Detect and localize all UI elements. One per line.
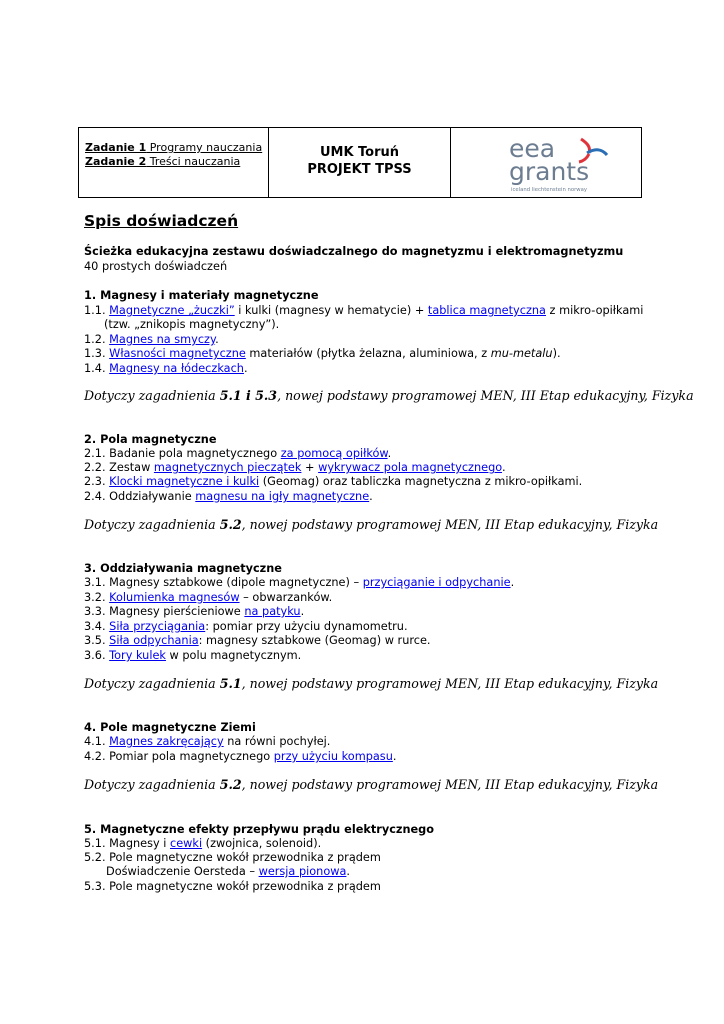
link-magnetyczne-zuczki[interactable]: Magnetyczne „żuczki”	[109, 304, 235, 317]
list-item-2-2: 2.2. Zestaw magnetycznych pieczątek + wykrywacz pola magnetycznego.	[84, 461, 506, 474]
list-item-4-2: 4.2. Pomiar pola magnetycznego przy użyciu kompasu.	[84, 750, 397, 763]
list-item-3-5: 3.5. Siła odpychania: magnesy sztabkowe (Geomag) w rurce.	[84, 634, 431, 647]
list-item-3-6: 3.6. Tory kulek w polu magnetycznym.	[84, 649, 302, 662]
link-na-patyku[interactable]: na patyku	[244, 605, 301, 618]
section-3-heading: 3. Oddziaływania magnetyczne	[84, 562, 282, 575]
section-2-note: Dotyczy zagadnienia 5.2, nowej podstawy programowej MEN, III Etap edukacyjny, Fizyka	[84, 517, 659, 532]
section-4-heading: 4. Pole magnetyczne Ziemi	[84, 721, 256, 734]
task-2-line: Zadanie 2 Treści nauczania	[85, 155, 241, 168]
list-item-5-1: 5.1. Magnesy i cewki (zwojnica, solenoid).	[84, 837, 322, 850]
list-item-2-4: 2.4. Oddziaływanie magnesu na igły magnetyczne.	[84, 490, 373, 503]
link-sila-przyciagania[interactable]: Siła przyciągania	[109, 620, 206, 633]
list-item-2-3: 2.3. Klocki magnetyczne i kulki (Geomag) oraz tabliczka magnetyczna z mikro-opiłkami.	[84, 475, 583, 488]
section-2-heading: 2. Pola magnetyczne	[84, 433, 217, 446]
intro-heading: Ścieżka edukacyjna zestawu doświadczalnego do magnetyzmu i elektromagnetyzmu	[84, 245, 624, 258]
list-item-1-2: 1.2. Magnes na smyczy.	[84, 333, 219, 346]
header-logo-cell	[451, 128, 641, 197]
eea-grants-logo	[507, 133, 639, 193]
list-item-1-4: 1.4. Magnesy na łódeczkach.	[84, 362, 248, 375]
link-magnesy-na-lodeczkach[interactable]: Magnesy na łódeczkach	[109, 362, 244, 375]
section-5-heading: 5. Magnetyczne efekty przepływu prądu elektrycznego	[84, 823, 435, 836]
link-wlasnosci-magnetyczne[interactable]: Własności magnetyczne	[109, 347, 246, 360]
list-item-5-3: 5.3. Pole magnetyczne wokół przewodnika z prądem	[84, 880, 381, 893]
link-klocki-magnetyczne[interactable]: Klocki magnetyczne i kulki	[109, 475, 260, 488]
logo-tagline: iceland liechtenstein norway	[511, 187, 588, 193]
link-przy-uzyciu-kompasu[interactable]: przy użyciu kompasu	[273, 750, 393, 763]
link-wykrywacz-pola[interactable]: wykrywacz pola magnetycznego	[318, 461, 502, 474]
list-item-3-2: 3.2. Kolumienka magnesów – obwarzanków.	[84, 591, 333, 604]
link-wersja-pionowa[interactable]: wersja pionowa	[258, 865, 347, 878]
section-3-note: Dotyczy zagadnienia 5.1, nowej podstawy programowej MEN, III Etap edukacyjny, Fizyka	[84, 676, 659, 691]
section-1-note: Dotyczy zagadnienia 5.1 i 5.3, nowej podstawy programowej MEN, III Etap edukacyjny, Fizyka	[84, 388, 694, 403]
logo-word-grants: grants	[509, 157, 590, 186]
list-item-1-1: 1.1. Magnetyczne „żuczki” i kulki (magnesy w hematycie) + tablica magnetyczna z mikro-opiłkami	[84, 304, 644, 317]
list-item-1-3: 1.3. Własności magnetyczne materiałów (płytka żelazna, aluminiowa, z mu-metalu).	[84, 347, 561, 360]
intro-count: 40 prostych doświadczeń	[84, 260, 228, 273]
header-table	[78, 127, 642, 198]
section-4-note: Dotyczy zagadnienia 5.2, nowej podstawy programowej MEN, III Etap edukacyjny, Fizyka	[84, 777, 659, 792]
list-item-1-1-cont: (tzw. „znikopis magnetyczny”).	[104, 318, 280, 331]
logo-accent-blue	[587, 150, 607, 155]
list-item-5-2-cont: Doświadczenie Oersteda – wersja pionowa.	[106, 865, 350, 878]
list-item-2-1: 2.1. Badanie pola magnetycznego za pomocą opiłków.	[84, 447, 392, 460]
link-magnesu-na-igly[interactable]: magnesu na igły magnetyczne	[195, 490, 370, 503]
link-cewki[interactable]: cewki	[170, 837, 203, 850]
logo-word-eea: eea	[509, 134, 556, 163]
list-item-5-2: 5.2. Pole magnetyczne wokół przewodnika z prądem	[84, 851, 381, 864]
project-name: PROJEKT TPSS	[307, 162, 412, 177]
list-item-3-1: 3.1. Magnesy sztabkowe (dipole magnetyczne) – przyciąganie i odpychanie.	[84, 576, 515, 589]
link-tory-kulek[interactable]: Tory kulek	[109, 649, 166, 662]
project-institution: UMK Toruń	[319, 145, 400, 160]
link-magnes-na-smyczy[interactable]: Magnes na smyczy	[109, 333, 216, 346]
link-kolumienka-magnesow[interactable]: Kolumienka magnesów	[109, 591, 240, 604]
document-title: Spis doświadczeń	[84, 212, 239, 230]
list-item-3-4: 3.4. Siła przyciągania: pomiar przy użyciu dynamometru.	[84, 620, 408, 633]
link-magnes-zakrecajacy[interactable]: Magnes zakręcający	[109, 735, 224, 748]
link-tablica-magnetyczna[interactable]: tablica magnetyczna	[427, 304, 546, 317]
link-magnetycznych-pieczatek[interactable]: magnetycznych pieczątek	[153, 461, 302, 474]
list-item-3-3: 3.3. Magnesy pierścieniowe na patyku.	[84, 605, 305, 618]
link-sila-odpychania[interactable]: Siła odpychania	[109, 634, 199, 647]
link-przyciaganie-i-odpychanie[interactable]: przyciąganie i odpychanie	[362, 576, 511, 589]
header-tasks-cell	[79, 128, 269, 197]
header-project-cell	[269, 128, 451, 197]
section-1-heading: 1. Magnesy i materiały magnetyczne	[84, 289, 319, 302]
list-item-4-1: 4.1. Magnes zakręcający na równi pochyłej.	[84, 735, 331, 748]
link-za-pomoca-opilkow[interactable]: za pomocą opiłków	[280, 447, 388, 460]
task-1-line: Zadanie 1 Programy nauczania	[85, 141, 263, 154]
